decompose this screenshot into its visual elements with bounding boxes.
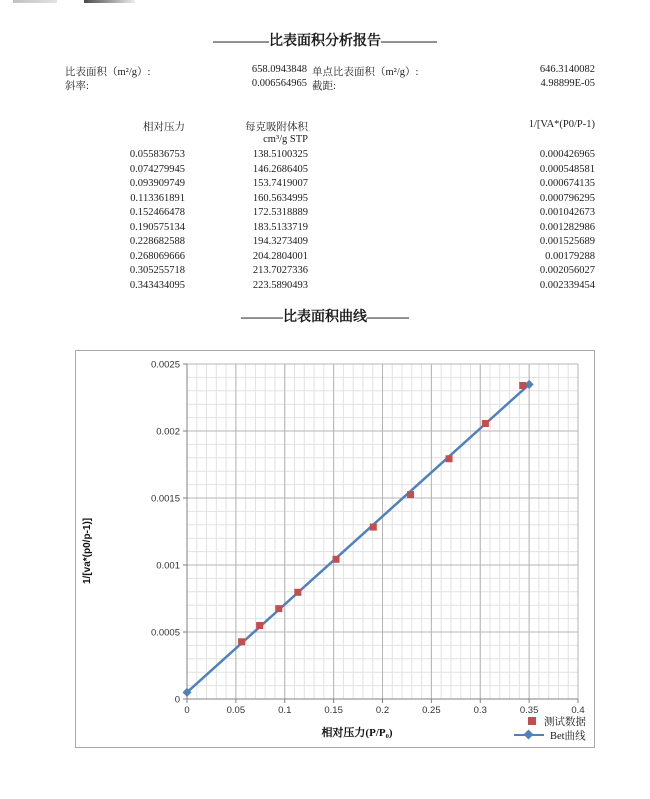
cell-relative-pressure: 0.190575134 <box>129 221 185 233</box>
svg-text:0.1: 0.1 <box>278 705 292 716</box>
table-row <box>0 236 650 251</box>
cell-bet-transform: 0.000674135 <box>539 178 595 189</box>
report-title: ————比表面积分析报告———— <box>213 34 437 49</box>
bet-line-marker-icon <box>514 730 544 740</box>
svg-text:0.35: 0.35 <box>519 705 539 716</box>
bet-chart <box>75 350 595 748</box>
table-row <box>0 178 650 193</box>
slope-label: 斜率: <box>65 81 89 92</box>
cell-adsorbed-volume: 172.5318889 <box>252 207 308 218</box>
table-row <box>0 280 650 295</box>
header-adsorbed-volume-line1: 每克吸附体积 <box>245 122 308 133</box>
x-axis-label: 相对压力(P/P₀) <box>321 727 393 739</box>
legend-item-bet-curve <box>514 728 586 742</box>
svg-text:0.05: 0.05 <box>226 705 246 716</box>
curve-section-title: ———比表面积曲线——— <box>241 310 409 325</box>
svg-text:0.25: 0.25 <box>422 705 441 716</box>
cell-adsorbed-volume: 138.5100325 <box>252 149 308 160</box>
cell-bet-transform: 0.000426965 <box>539 149 595 160</box>
header-adsorbed-volume-line2: cm³/g STP <box>263 134 308 145</box>
slope-value: 0.006564965 <box>251 78 307 89</box>
intercept-label: 截距: <box>312 81 336 92</box>
cell-bet-transform: 0.00179288 <box>545 250 595 262</box>
svg-text:0: 0 <box>174 694 180 706</box>
data-table-body <box>0 149 650 294</box>
cell-adsorbed-volume: 183.5133719 <box>252 221 308 233</box>
table-row <box>0 164 650 179</box>
cell-relative-pressure: 0.055836753 <box>129 149 185 160</box>
cell-adsorbed-volume: 160.5634995 <box>252 192 308 204</box>
table-row <box>0 149 650 164</box>
cell-bet-transform: 0.002056027 <box>539 265 595 276</box>
table-row <box>0 193 650 208</box>
cell-bet-transform: 0.002339454 <box>539 279 595 291</box>
intercept-value: 4.98899E-05 <box>540 78 595 89</box>
cell-adsorbed-volume: 194.3273409 <box>252 236 308 247</box>
bet-plot-canvas <box>76 351 594 747</box>
svg-text:0.0015: 0.0015 <box>150 493 180 505</box>
cell-bet-transform: 0.000796295 <box>539 192 595 204</box>
cell-relative-pressure: 0.093909749 <box>129 178 185 189</box>
header-bet-transform: 1/[VA*(P0/P-1) <box>528 119 595 130</box>
svg-text:0.0005: 0.0005 <box>150 627 180 639</box>
param-row-slope-intercept <box>0 78 650 92</box>
cell-relative-pressure: 0.228682588 <box>129 236 185 247</box>
chart-legend <box>514 714 586 742</box>
param-row-surface-area <box>0 64 650 78</box>
svg-text:0.15: 0.15 <box>324 705 343 716</box>
cell-bet-transform: 0.000548581 <box>539 163 595 175</box>
bet-surface-area-value: 658.0943848 <box>251 64 307 75</box>
y-axis-label: 1/[va*(p0/p-1)] <box>82 517 93 585</box>
cell-relative-pressure: 0.268069666 <box>129 250 185 262</box>
legend-label-test-data: 测试数据 <box>544 716 586 728</box>
window-chrome-artifact-right <box>84 0 135 3</box>
legend-item-test-data <box>514 714 586 728</box>
cell-relative-pressure: 0.343434095 <box>129 279 185 291</box>
header-adsorbed-volume <box>190 119 308 145</box>
svg-text:0.001: 0.001 <box>156 560 180 572</box>
bet-surface-area-label: 比表面积（m²/g）: <box>65 67 151 78</box>
cell-relative-pressure: 0.113361891 <box>130 192 185 204</box>
cell-bet-transform: 0.001525689 <box>539 236 595 247</box>
cell-adsorbed-volume: 223.5890493 <box>252 279 308 291</box>
window-chrome-artifact-left <box>13 0 57 3</box>
legend-label-bet-curve: Bet曲线 <box>550 730 586 742</box>
cell-adsorbed-volume: 153.7419007 <box>252 178 308 189</box>
single-point-surface-area-value: 646.3140082 <box>539 64 595 75</box>
cell-bet-transform: 0.001282986 <box>539 221 595 233</box>
cell-adsorbed-volume: 204.2804001 <box>252 250 308 262</box>
svg-text:0.4: 0.4 <box>571 705 585 716</box>
svg-text:0.002: 0.002 <box>156 426 180 438</box>
single-point-surface-area-label: 单点比表面积（m²/g）: <box>312 67 419 78</box>
svg-text:0.2: 0.2 <box>375 705 390 716</box>
svg-text:0: 0 <box>184 705 190 716</box>
table-row <box>0 222 650 237</box>
cell-relative-pressure: 0.074279945 <box>129 163 185 175</box>
header-relative-pressure: 相对压力 <box>143 122 185 133</box>
table-row <box>0 207 650 222</box>
cell-adsorbed-volume: 146.2686405 <box>252 163 308 175</box>
svg-text:0.0025: 0.0025 <box>150 359 180 371</box>
table-row <box>0 265 650 280</box>
cell-relative-pressure: 0.152466478 <box>129 207 185 218</box>
cell-adsorbed-volume: 213.7027336 <box>252 265 308 276</box>
table-row <box>0 251 650 266</box>
test-data-square-icon <box>528 717 536 725</box>
svg-text:0.3: 0.3 <box>473 705 487 716</box>
cell-bet-transform: 0.001042673 <box>539 207 595 218</box>
cell-relative-pressure: 0.305255718 <box>129 265 185 276</box>
